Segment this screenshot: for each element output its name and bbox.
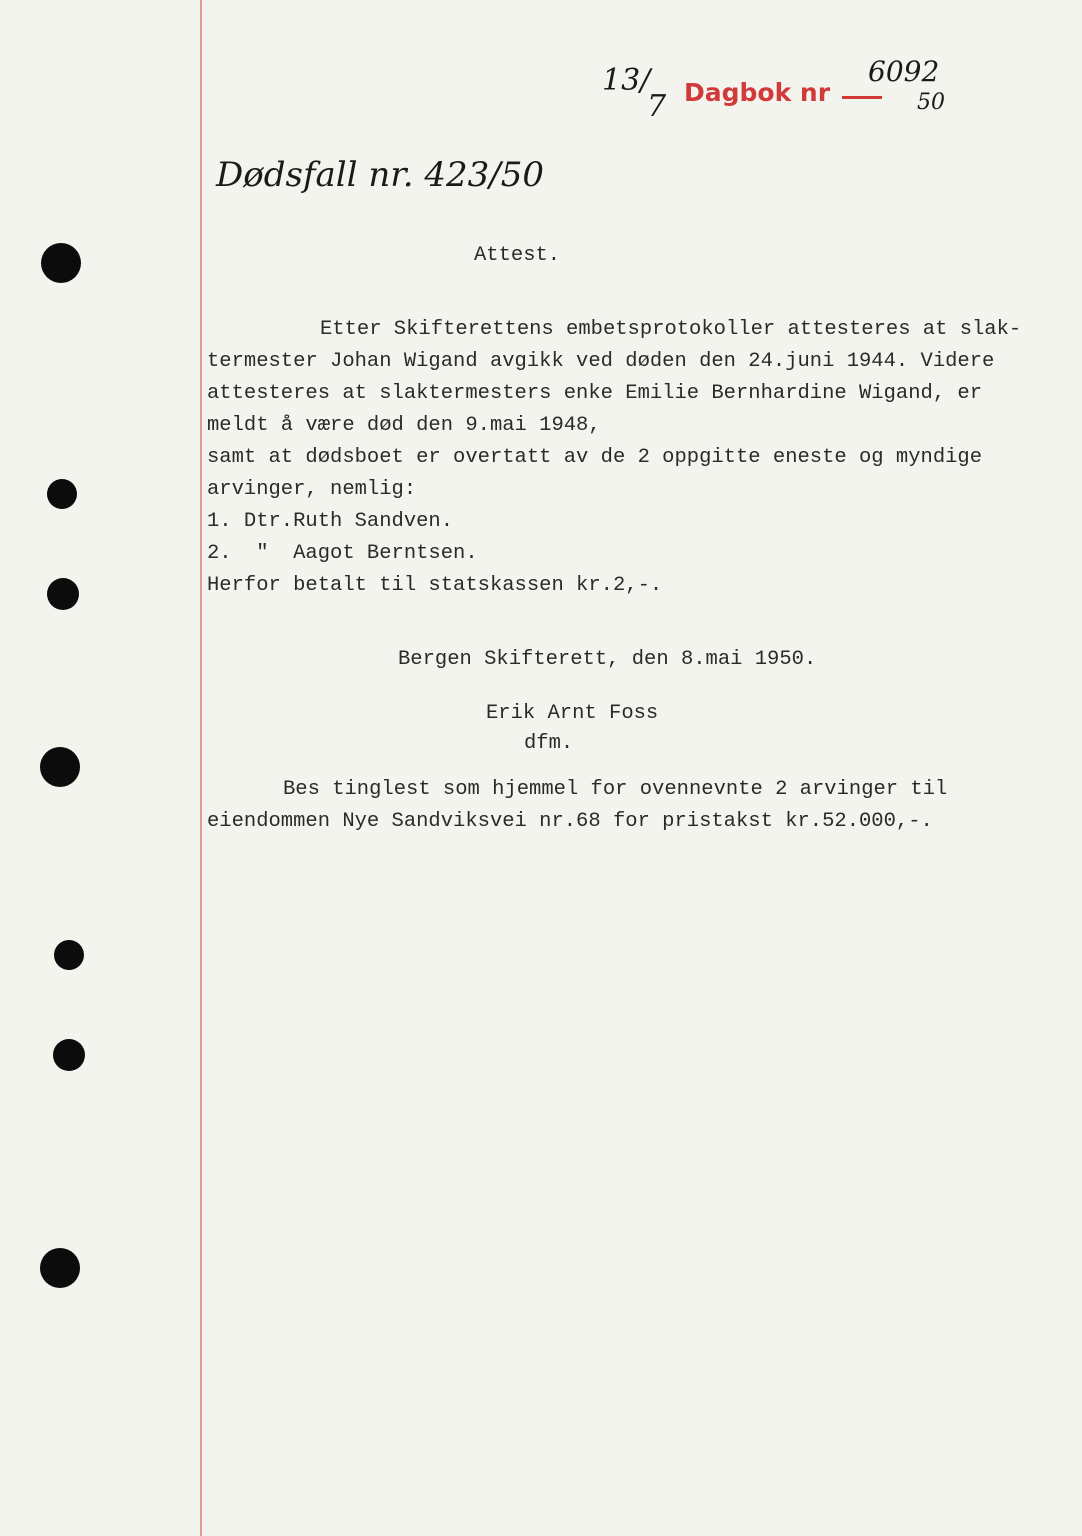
punch-hole [40,747,80,787]
body-line-5: samt at dødsboet er overtatt av de 2 oppgitte eneste og myndige [207,446,983,469]
case-reference: Dødsfall nr. 423/50 [216,155,544,195]
request-line-2: eiendommen Nye Sandviksvei nr.68 for pristakst kr.52.000,-. [207,810,933,833]
punch-hole [47,479,77,509]
handwritten-date-month: 7 [647,89,667,124]
fee-line: Herfor betalt til statskassen kr.2,-. [207,574,663,597]
signer-name: Erik Arnt Foss [486,702,659,725]
heir-list-item-2: 2. " Aagot Berntsen. [207,542,478,565]
dagbok-stamp-rule [842,96,882,99]
heir-list-item-1: 1. Dtr.Ruth Sandven. [207,510,454,533]
body-line-3: attesteres at slaktermesters enke Emilie Bernhardine Wigand, er [207,382,983,405]
punch-hole [47,578,79,610]
body-line-6: arvinger, nemlig: [207,478,417,501]
dagbok-stamp-label: Dagbok nr [684,78,831,107]
punch-hole [40,1248,80,1288]
handwritten-date-day: 13/ [602,63,651,98]
body-line-2: termester Johan Wigand avgikk ved døden den 24.juni 1944. Videre [207,350,995,373]
dagbok-number: 6092 [868,55,940,88]
punch-hole [41,243,81,283]
place-date: Bergen Skifterett, den 8.mai 1950. [398,648,817,671]
body-line-1: Etter Skifterettens embetsprotokoller attesteres at slak- [320,318,1022,341]
punch-hole [54,940,84,970]
punch-hole [53,1039,85,1071]
document-title: Attest. [474,244,561,267]
dagbok-year: 50 [917,90,945,115]
request-line-1: Bes tinglest som hjemmel for ovennevnte 2 arvinger til [283,778,948,801]
body-line-4: meldt å være død den 9.mai 1948, [207,414,601,437]
margin-line [200,0,202,1536]
signer-title: dfm. [524,732,574,755]
